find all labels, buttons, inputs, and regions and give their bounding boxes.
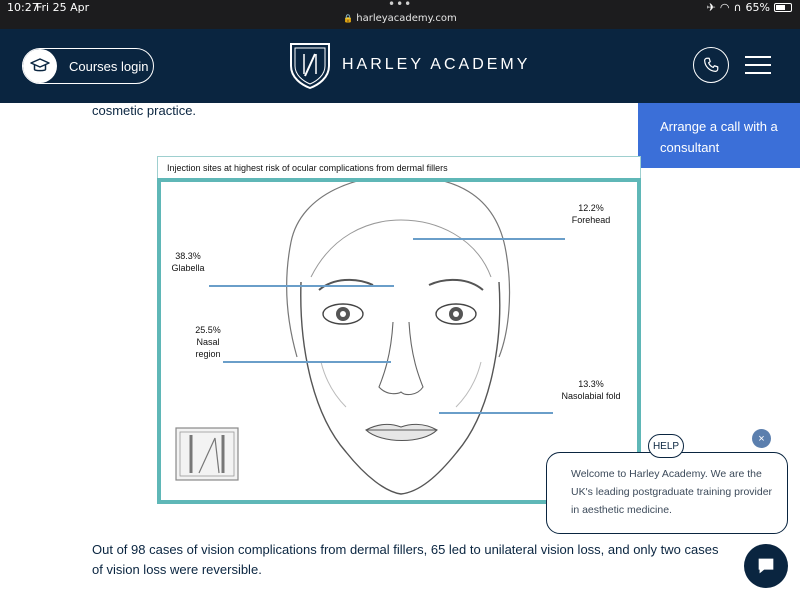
glabella-percent: 38.3%: [175, 251, 201, 261]
logo-shield-icon: [288, 40, 332, 90]
airplane-icon: ✈: [706, 1, 716, 14]
glabella-label: Glabella: [171, 263, 205, 273]
intro-text: cosmetic practice.: [92, 103, 197, 118]
courses-login-label: Courses login: [69, 58, 149, 74]
nasolabial-label: Nasolabial fold: [561, 391, 621, 401]
address-bar[interactable]: [0, 13, 800, 24]
hamburger-menu-icon: [745, 56, 771, 58]
body-text-1: Out of 98 cases of vision complications from dermal fillers, 65 led to unilateral vision loss, and: [92, 542, 634, 557]
chat-welcome-bubble[interactable]: Welcome to Harley Academy. We are the UK's leading postgraduate training provider in aesthetic medicine.: [546, 452, 788, 534]
courses-login-button[interactable]: [22, 48, 154, 84]
more-dots-icon[interactable]: •••: [388, 0, 413, 11]
label-nasolabial: [551, 378, 631, 402]
headphones-icon: ∩: [733, 1, 742, 14]
lock-icon: 🔒: [343, 14, 354, 23]
ha-watermark-logo: [176, 428, 238, 480]
forehead-percent: 12.2%: [578, 203, 604, 213]
brand-name: HARLEY ACADEMY: [342, 56, 531, 73]
figure-title: Injection sites at highest risk of ocular complications from dermal fillers: [157, 156, 641, 180]
wifi-icon: ◠: [719, 1, 730, 14]
battery-icon: [774, 3, 792, 12]
label-forehead: [561, 202, 621, 226]
hamburger-line: [745, 72, 771, 74]
chat-launcher-button[interactable]: [744, 544, 788, 588]
site-header: [0, 29, 800, 103]
phone-icon: [702, 56, 720, 74]
body-text-end: .: [258, 562, 262, 577]
graduation-cap-icon: [23, 49, 57, 83]
chat-bubble-icon: [755, 555, 777, 577]
hamburger-line: [745, 64, 771, 66]
label-nasal: [183, 324, 233, 360]
hamburger-menu-button[interactable]: [745, 56, 771, 76]
nasal-label-2: region: [195, 349, 221, 359]
status-date: Fri 25 Apr: [36, 1, 90, 14]
address-url: harleyacademy.com: [356, 13, 457, 24]
nasal-label-1: Nasal: [196, 337, 220, 347]
label-glabella: [163, 250, 213, 274]
body-paragraph: [92, 540, 732, 580]
phone-button[interactable]: [693, 47, 729, 83]
arrange-call-button[interactable]: Arrange a call with a consultant: [638, 103, 800, 168]
status-time: 10:27: [7, 1, 39, 14]
help-badge[interactable]: HELP: [648, 434, 684, 458]
nasolabial-percent: 13.3%: [578, 379, 604, 389]
site-logo[interactable]: [288, 40, 530, 90]
forehead-label: Forehead: [571, 215, 611, 225]
body-text-bold: only two cases of vision loss were reversible: [92, 542, 719, 577]
status-right: [707, 1, 792, 14]
ios-status-bar: [0, 0, 800, 29]
nasal-percent: 25.5%: [195, 325, 221, 335]
chat-close-button[interactable]: ×: [752, 429, 771, 448]
battery-percent: 65%: [745, 1, 770, 14]
